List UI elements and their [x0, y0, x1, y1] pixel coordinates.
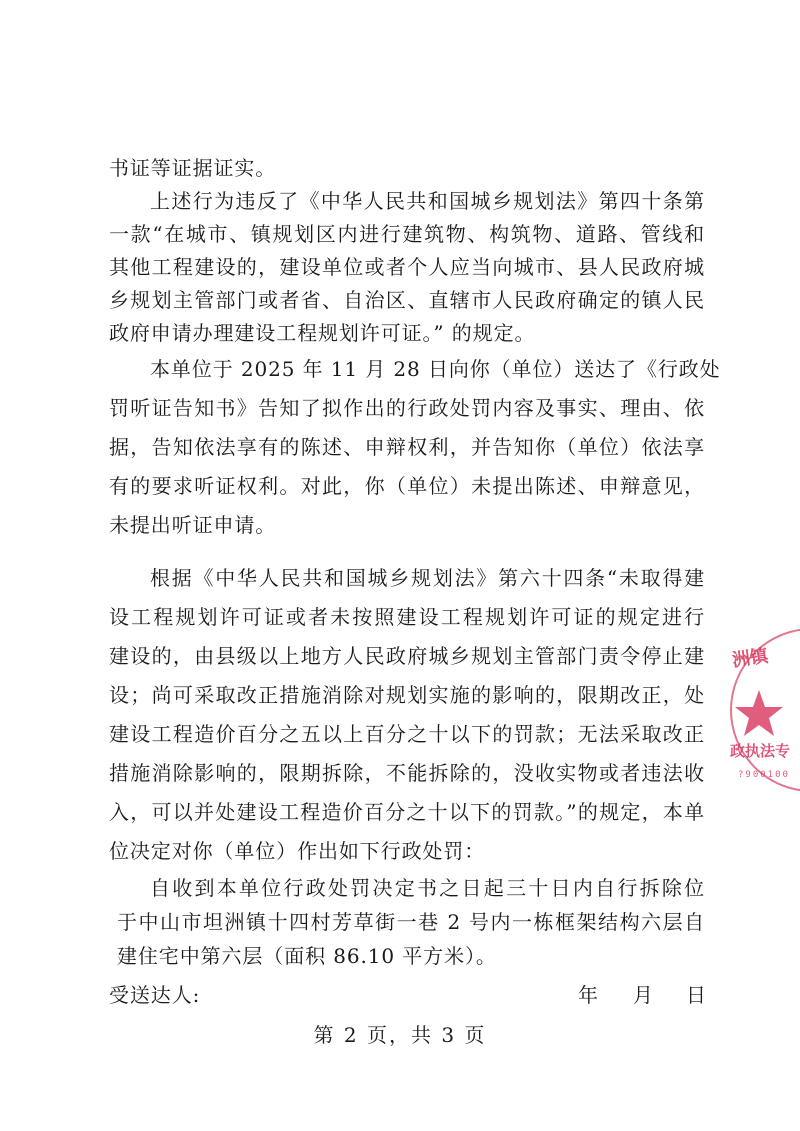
body-line: 根据《中华人民共和国城乡规划法》第六十四条“未取得建	[150, 566, 705, 590]
seal-top-text: 洲镇	[730, 645, 770, 672]
seal-bottom-text: 政执法专	[730, 742, 791, 760]
body-line: 罚听证告知书》告知了拟作出的行政处罚内容及事实、理由、依	[109, 396, 705, 420]
body-line: 本单位于 2025 年 11 月 28 日向你（单位）送达了《行政处	[150, 357, 721, 381]
body-line: 入，可以并处建设工程造价百分之十以下的罚款。”的规定，本单	[109, 800, 705, 824]
recipient-label: 受送达人:	[109, 983, 201, 1007]
body-line: 其他工程建设的，建设单位或者个人应当向城市、县人民政府城	[109, 255, 705, 279]
body-line: 设；尚可采取改正措施消除对规划实施的影响的，限期改正，处	[109, 683, 705, 707]
body-line: 上述行为违反了《中华人民共和国城乡规划法》第四十条第	[150, 189, 705, 213]
seal-code: ?900100	[738, 770, 790, 780]
official-seal	[722, 628, 800, 798]
decision-line: 建住宅中第六层（面积 86.10 平方米）。	[117, 944, 497, 968]
date-day: 日	[686, 983, 706, 1007]
body-line: 乡规划主管部门或者省、自治区、直辖市人民政府确定的镇人民	[109, 288, 705, 312]
body-line: 设工程规划许可证或者未按照建设工程规划许可证的规定进行	[109, 605, 705, 629]
decision-line: 自收到本单位行政处罚决定书之日起三十日内自行拆除位	[150, 876, 705, 900]
body-line: 建设的，由县级以上地方人民政府城乡规划主管部门责令停止建	[109, 644, 705, 668]
body-line: 政府申请办理建设工程规划许可证。” 的规定。	[109, 321, 536, 345]
body-line: 措施消除影响的，限期拆除，不能拆除的，没收实物或者违法收	[109, 761, 705, 785]
date-month: 月	[633, 983, 653, 1007]
body-line: 一款“在城市、镇规划区内进行建筑物、构筑物、道路、管线和	[109, 222, 705, 246]
body-line: 据，告知依法享有的陈述、申辩权利，并告知你（单位）依法享	[109, 435, 705, 459]
body-line: 书证等证据证实。	[109, 156, 277, 180]
body-line: 建设工程造价百分之五以上百分之十以下的罚款；无法采取改正	[109, 722, 705, 746]
body-line: 未提出听证申请。	[109, 513, 277, 537]
star-icon	[734, 688, 784, 738]
body-line: 位决定对你（单位）作出如下行政处罚：	[109, 839, 486, 863]
body-line: 有的要求听证权利。对此，你（单位）未提出陈述、申辩意见，	[109, 474, 705, 498]
date-year: 年	[578, 983, 598, 1007]
decision-line: 于中山市坦洲镇十四村芳草街一巷 2 号内一栋框架结构六层自	[117, 910, 705, 934]
page-number: 第 2 页，共 3 页	[313, 1023, 487, 1047]
